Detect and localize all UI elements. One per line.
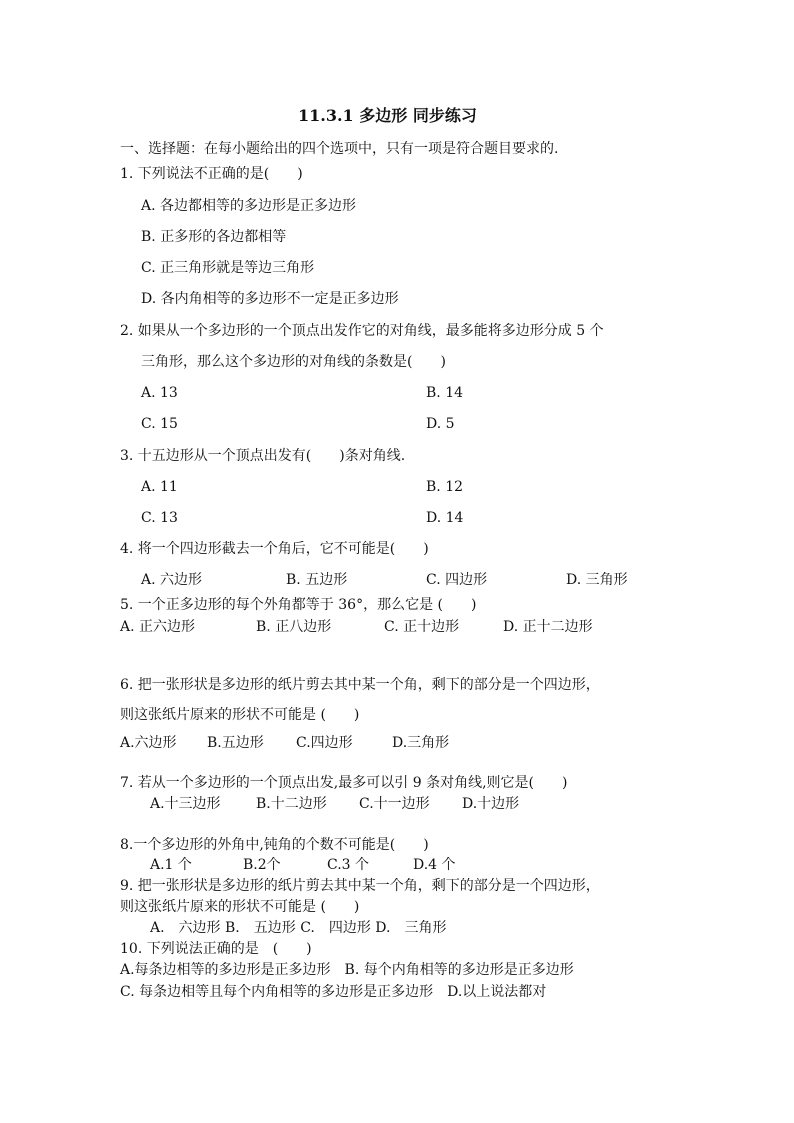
question-1-option-d: D. 各内角相等的多边形不一定是正多边形 [141,291,399,307]
question-4-option-d: D. 三角形 [566,572,628,588]
page-title: 11.3.1 多边形 同步练习 [298,106,477,125]
question-3-stem: 3. 十五边形从一个顶点出发有( )条对角线. [120,448,406,464]
question-8-option-b: B.2个 [243,857,281,873]
question-5-option-d: D. 正十二边形 [503,619,593,635]
question-6-stem-line1: 6. 把一张形状是多边形的纸片剪去其中某一个角，剩下的部分是一个四边形， [120,677,600,693]
question-2-stem-line2: 三角形，那么这个多边形的对角线的条数是( ) [141,354,446,370]
question-2-option-b: B. 14 [426,385,464,401]
question-6-option-a: A.六边形 [120,735,177,751]
question-6-option-b: B.五边形 [207,735,264,751]
question-4-option-a: A. 六边形 [141,572,203,588]
question-4-option-b: B. 五边形 [286,572,348,588]
question-8-option-a: A.1 个 [150,857,192,873]
question-3-option-b: B. 12 [426,479,464,495]
question-7-option-c: C.十一边形 [359,796,430,812]
question-1-option-c: C. 正三角形就是等边三角形 [141,260,315,276]
question-2-option-d: D. 5 [426,416,455,432]
question-7-option-a: A.十三边形 [150,796,221,812]
question-8-option-d: D.4 个 [413,857,456,873]
question-10-stem: 10. 下列说法正确的是 ( ) [120,941,312,957]
question-5-option-c: C. 正十边形 [384,619,460,635]
question-1-option-a: A. 各边都相等的多边形是正多边形 [141,198,357,214]
question-9-options: A. 六边形 B. 五边形 C. 四边形 D. 三角形 [150,920,447,936]
question-4-stem: 4. 将一个四边形截去一个角后，它不可能是( ) [120,541,429,557]
section-header: 一、选择题：在每小题给出的四个选项中，只有一项是符合题目要求的. [120,141,559,157]
question-3-option-d: D. 14 [426,510,464,526]
question-9-stem-line2: 则这张纸片原来的形状不可能是 ( ) [120,899,360,915]
question-2-stem-line1: 2. 如果从一个多边形的一个顶点出发作它的对角线，最多能将多边形分成 5 个 [120,323,604,339]
question-8-option-c: C.3 个 [327,857,370,873]
question-2-option-c: C. 15 [141,416,178,432]
question-6-option-d: D.三角形 [392,735,450,751]
question-8-stem: 8.一个多边形的外角中,钝角的个数不可能是( ) [120,837,429,853]
question-7-stem: 7. 若从一个多边形的一个顶点出发,最多可以引 9 条对角线,则它是( ) [120,775,568,791]
question-6-option-c: C.四边形 [296,735,353,751]
question-5-stem: 5. 一个正多边形的每个外角都等于 36°，那么它是 ( ) [120,597,477,613]
question-5-option-a: A. 正六边形 [120,619,196,635]
question-4-option-c: C. 四边形 [426,572,488,588]
question-10-options-line2: C. 每条边相等且每个内角相等的多边形是正多边形 D.以上说法都对 [120,984,547,1000]
question-5-option-b: B. 正八边形 [256,619,332,635]
question-1-stem: 1. 下列说法不正确的是( ) [120,166,303,182]
question-2-option-a: A. 13 [141,385,178,401]
question-3-option-a: A. 11 [141,479,178,495]
question-3-option-c: C. 13 [141,510,178,526]
question-7-option-b: B.十二边形 [256,796,327,812]
question-10-options-line1: A.每条边相等的多边形是正多边形 B. 每个内角相等的多边形是正多边形 [120,962,574,978]
question-6-stem-line2: 则这张纸片原来的形状不可能是 ( ) [120,707,360,723]
question-9-stem-line1: 9. 把一张形状是多边形的纸片剪去其中某一个角，剩下的部分是一个四边形， [120,878,600,894]
question-7-option-d: D.十边形 [462,796,520,812]
question-1-option-b: B. 正多形的各边都相等 [141,229,287,245]
